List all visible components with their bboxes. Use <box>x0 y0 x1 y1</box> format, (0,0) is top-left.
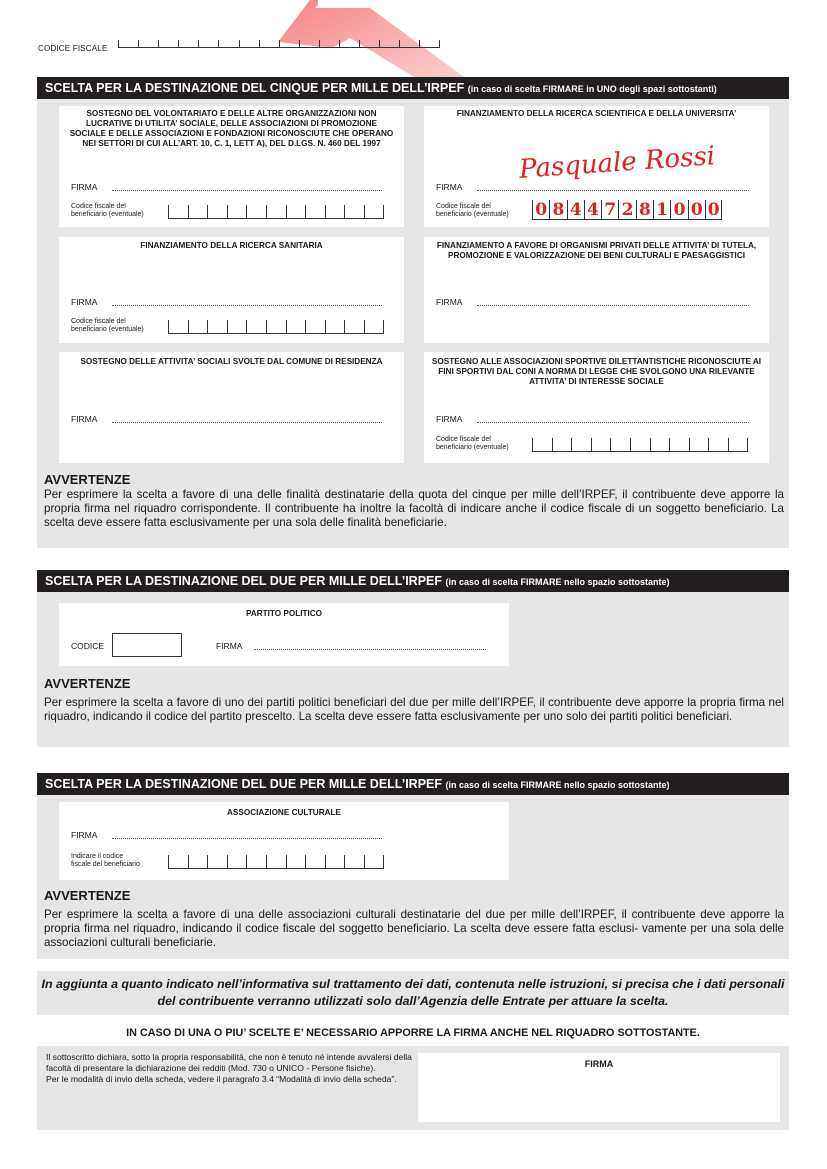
avvertenze-text: Per esprimere la scelta a favore di una delle finalità destinatarie della quota del cinque per mille dell’IRPEF, il contribuente deve apporre la propria firma nel riquadro corrispondente. Il contribuente ha inoltre la facoltà di indicare anche il codice fiscale di un soggetto beneficiario. La scelta deve essere fatta esclusivamente per una sola delle finalità beneficiarie. <box>44 488 784 529</box>
box-partito-politico-title: PARTITO POLITICO <box>245 609 323 618</box>
declaration-text <box>46 1052 416 1085</box>
cf-digit: 4 <box>567 200 584 220</box>
box-ricerca-sanitaria <box>59 237 404 343</box>
avvertenze-title: AVVERTENZE <box>44 472 131 487</box>
cf-digit: 0 <box>532 200 549 220</box>
due-per-mille-partiti-header <box>37 570 789 592</box>
box-volontariato-title: SOSTEGNO DEL VOLONTARIATO E DELLE ALTRE ORGANIZZAZIONI NON LUCRATIVE DI UTILITA’ SOCIALE, DELLE ASSOCIAZIONI DI PROMOZIONE SOCIALE E DELLE ASSOCIAZIONI E FONDAZIONI RICONOSCIUTE CHE OPERANO NEI SETTORI DI CUI ALL’ART. 10, C. 1, LETT A), DEL D.LGS. N. 460 DEL 1997 <box>69 109 394 148</box>
box-partito-politico <box>59 603 509 666</box>
firma-label: FIRMA <box>436 297 463 307</box>
box-associazioni-sportive-title: SOSTEGNO ALLE ASSOCIAZIONI SPORTIVE DILETTANTISTICHE RICONOSCIUTE AI FINI SPORTIVI DAL CONI A NORMA DI LEGGE CHE SVOLGONO UNA RILEVANTE ATTIVITA’ DI INTERESSE SOCIALE <box>431 357 762 386</box>
due-per-mille-cultura-header <box>37 773 789 795</box>
avvertenze-title: AVVERTENZE <box>44 676 131 691</box>
cf-beneficiario-cells[interactable] <box>168 320 384 334</box>
cf-digit: 2 <box>618 200 635 220</box>
cf-digit: 8 <box>636 200 653 220</box>
cf-beneficiario-digits[interactable] <box>532 200 722 220</box>
due-per-mille-partiti-header-note: (in caso di scelta FIRMARE nello spazio sottostante) <box>445 577 670 587</box>
cf-beneficiario-label: Codice fiscale del beneficiario (eventuale) <box>71 318 144 333</box>
firma-label: FIRMA <box>71 830 98 840</box>
cf-beneficiario-cells[interactable] <box>532 438 748 452</box>
declaration-paragraph-2: Per le modalità di invio della scheda, vedere il paragrafo 3.4 “Modalità di invio della scheda”. <box>46 1074 397 1084</box>
box-ricerca-sanitaria-title: FINANZIAMENTO DELLA RICERCA SANITARIA <box>140 241 323 250</box>
due-per-mille-cultura-header-note: (in caso di scelta FIRMARE nello spazio sottostante) <box>445 780 670 790</box>
box-beni-culturali <box>424 237 769 343</box>
firma-field[interactable] <box>112 305 382 306</box>
firma-required-notice: IN CASO DI UNA O PIU’ SCELTE E’ NECESSARIO APPORRE LA FIRMA ANCHE NEL RIQUADRO SOTTOSTANTE. <box>126 1027 700 1039</box>
cf-beneficiario-label: Indicare il codice fiscale del beneficiario <box>71 853 140 868</box>
firma-field[interactable] <box>477 422 749 423</box>
avvertenze-text: Per esprimere la scelta a favore di una delle associazioni culturali destinatarie del due per mille dell’IRPEF, il contribuente deve apporre la propria firma nel riquadro, indicando il codice fiscale del soggetto beneficiario. La scelta deve essere fatta esclusi- vamente per una sola delle associazioni culturali beneficiarie. <box>44 908 784 949</box>
cf-digit: 0 <box>688 200 705 220</box>
firma-label: FIRMA <box>71 414 98 424</box>
firma-finale-label: FIRMA <box>584 1059 614 1069</box>
firma-field[interactable] <box>112 422 382 423</box>
box-ricerca-scientifica <box>424 106 769 227</box>
box-volontariato <box>59 106 404 227</box>
firma-field[interactable] <box>477 190 749 191</box>
codice-label: CODICE <box>71 641 105 651</box>
box-associazione-culturale-title: ASSOCIAZIONE CULTURALE <box>226 808 342 817</box>
cf-beneficiario-label: Codice fiscale del beneficiario (eventuale) <box>436 436 509 451</box>
box-firma-finale[interactable] <box>418 1053 780 1122</box>
firma-label: FIRMA <box>216 641 243 651</box>
due-per-mille-partiti-header-title: SCELTA PER LA DESTINAZIONE DEL DUE PER MILLE DELL’IRPEF <box>45 574 443 588</box>
avvertenze-text: Per esprimere la scelta a favore di uno dei partiti politici beneficiari del due per mille dell’IRPEF, il contribuente deve apporre la propria firma nel riquadro, indicando il codice del partito prescelto. La scelta deve essere fatta esclusivamente per uno solo dei partiti politici beneficiari. <box>44 696 784 723</box>
firma-label: FIRMA <box>71 182 98 192</box>
cinque-per-mille-header-title: SCELTA PER LA DESTINAZIONE DEL CINQUE PER MILLE DELL’IRPEF <box>45 81 465 95</box>
cinque-per-mille-header-note: (in caso di scelta FIRMARE in UNO degli spazi sottostanti) <box>467 84 717 94</box>
cf-digit: 0 <box>705 200 722 220</box>
cf-digit: 7 <box>601 200 618 220</box>
codice-fiscale-label: CODICE FISCALE <box>38 44 108 53</box>
firma-label: FIRMA <box>436 414 463 424</box>
avvertenze-title: AVVERTENZE <box>44 888 131 903</box>
cf-digit: 4 <box>584 200 601 220</box>
firma-field[interactable] <box>477 305 749 306</box>
box-comune-residenza-title: SOSTEGNO DELLE ATTIVITA’ SOCIALI SVOLTE DAL COMUNE DI RESIDENZA <box>80 357 383 366</box>
codice-partito-input[interactable] <box>112 633 182 657</box>
due-per-mille-cultura-header-title: SCELTA PER LA DESTINAZIONE DEL DUE PER MILLE DELL’IRPEF <box>45 777 443 791</box>
cf-beneficiario-label: Codice fiscale del beneficiario (eventuale) <box>436 203 509 218</box>
firma-field[interactable] <box>112 838 382 839</box>
cf-digit: 0 <box>670 200 687 220</box>
declaration-paragraph-1: Il sottoscritto dichiara, sotto la propria responsabilità, che non è tenuto né intende avvalersi della facoltà di presentare la dichiarazione dei redditi (Mod. 730 o UNICO - Persone fisiche). <box>46 1052 412 1073</box>
cf-beneficiario-cells[interactable] <box>168 205 384 219</box>
box-associazioni-sportive <box>424 352 769 463</box>
box-comune-residenza <box>59 352 404 463</box>
firma-label: FIRMA <box>436 182 463 192</box>
cinque-per-mille-header <box>37 77 789 99</box>
firma-field[interactable] <box>112 190 382 191</box>
firma-field[interactable] <box>254 649 486 650</box>
box-associazione-culturale <box>59 802 509 880</box>
cf-beneficiario-cells[interactable] <box>168 855 384 869</box>
firma-label: FIRMA <box>71 297 98 307</box>
handwritten-signature: Pasquale Rossi <box>518 141 717 185</box>
cf-digit: 1 <box>653 200 670 220</box>
box-ricerca-scientifica-title: FINANZIAMENTO DELLA RICERCA SCIENTIFICA E DELLA UNIVERSITA’ <box>456 109 737 118</box>
privacy-note: In aggiunta a quanto indicato nell’informativa sul trattamento dei dati, contenuta nelle istruzioni, si precisa che i dati personali del contribuente verranno utilizzati solo dall’Agenzia delle Entrate per attuare la scelta. <box>41 977 785 1008</box>
codice-fiscale-cells[interactable] <box>118 40 440 48</box>
box-beni-culturali-title: FINANZIAMENTO A FAVORE DI ORGANISMI PRIVATI DELLE ATTIVITA’ DI TUTELA, PROMOZIONE E VALORIZZAZIONE DEI BENI CULTURALI E PAESAGGISTICI <box>436 241 757 260</box>
cf-digit: 8 <box>549 200 566 220</box>
cf-beneficiario-label: Codice fiscale del beneficiario (eventuale) <box>71 203 144 218</box>
